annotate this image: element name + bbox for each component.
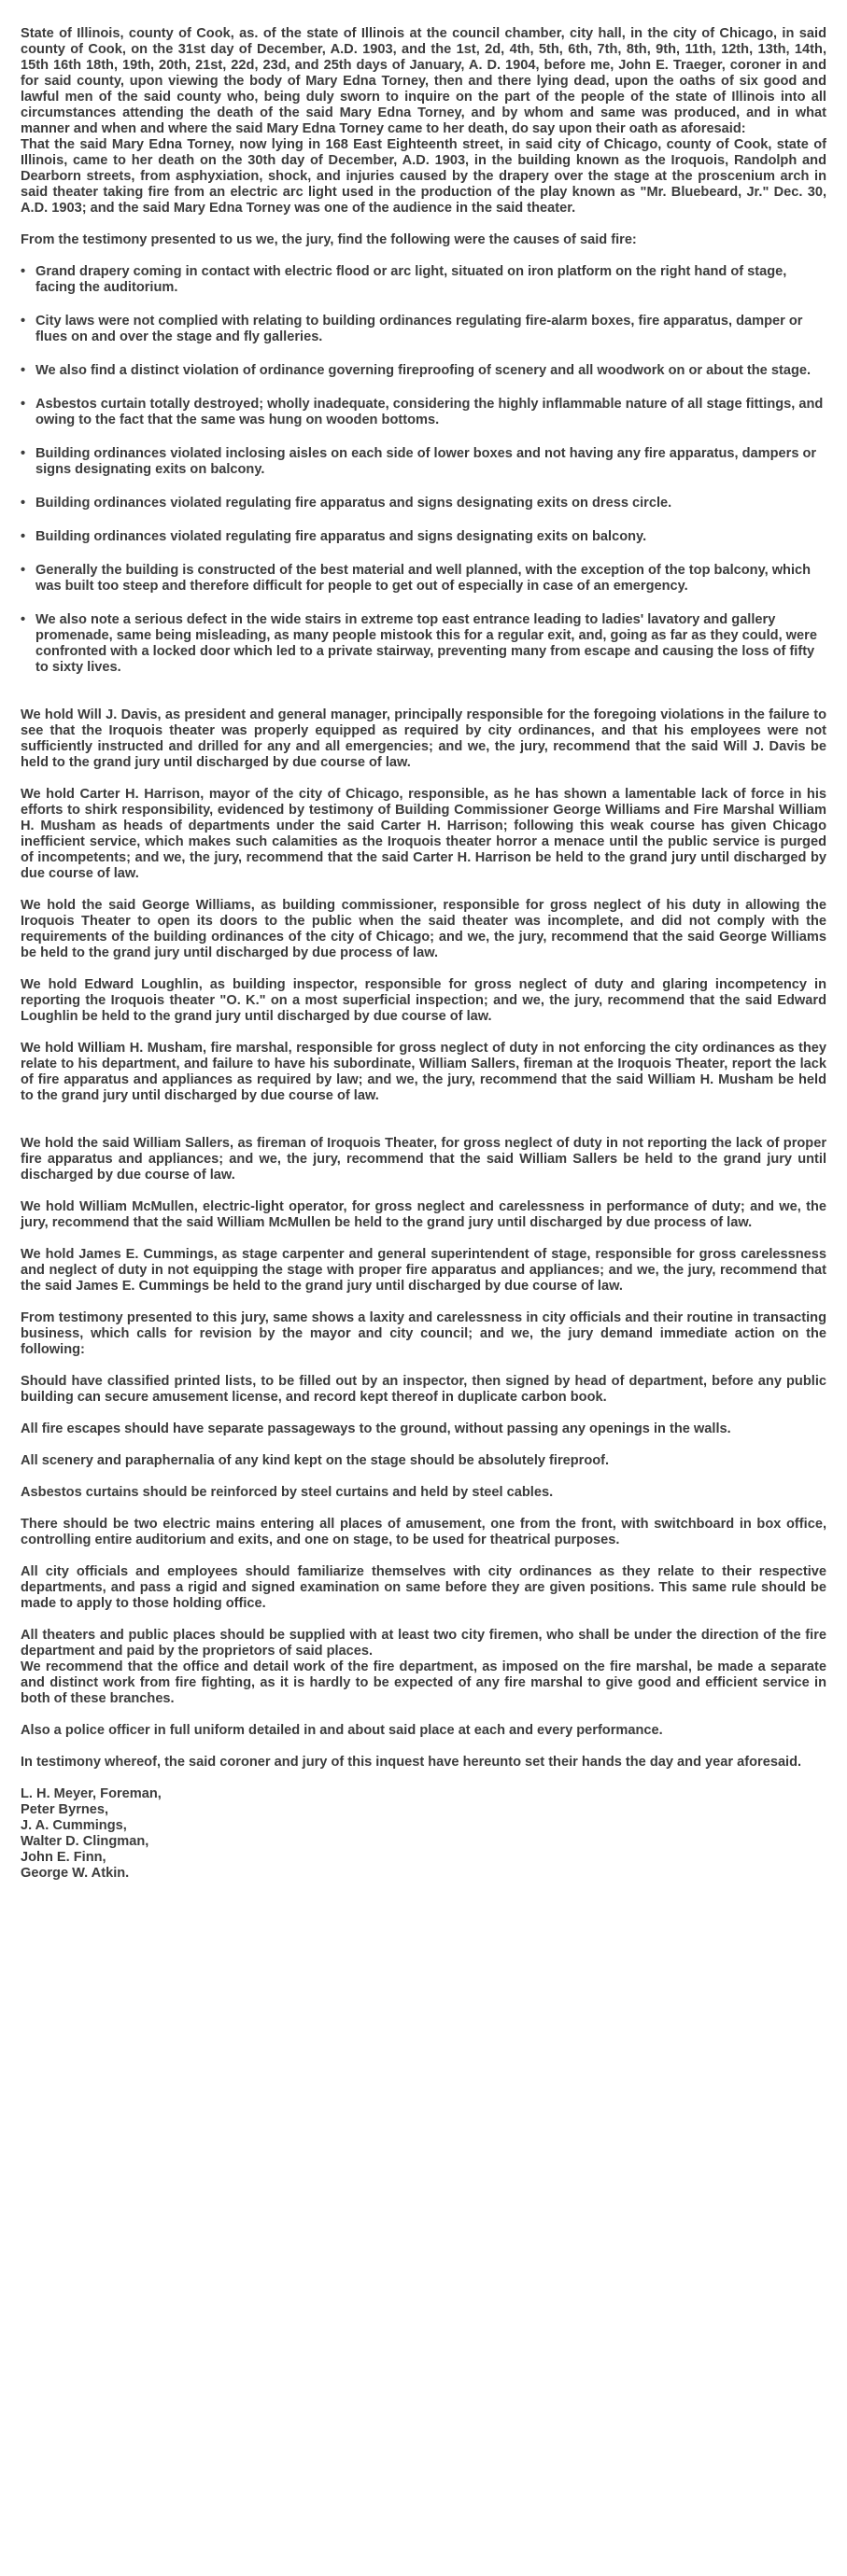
signature-line: John E. Finn,: [21, 1850, 106, 1865]
cause-item: • Building ordinances violated regulating fire apparatus and signs designating exits on dress circle.: [21, 496, 826, 511]
causes-intro: From the testimony presented to us we, the jury, find the following were the causes of said fire:: [21, 232, 637, 247]
signature-line: George W. Atkin.: [21, 1866, 130, 1881]
cause-item: • Grand drapery coming in contact with electric flood or arc light, situated on iron platform on the right hand of stage, facing the auditorium.: [21, 264, 826, 296]
responsibility-paragraph: We hold Edward Loughlin, as building inspector, responsible for gross neglect of duty and glaring incompetency in reporting the Iroquois theater "O. K." on a most superficial inspection; and we, the jury, recommend that the said Edward Loughlin be held to the grand jury until discharged by due course of law.: [21, 977, 826, 1024]
recommendation-paragraph: All fire escapes should have separate passageways to the ground, without passing any openings in the walls.: [21, 1421, 731, 1436]
cause-item: • Asbestos curtain totally destroyed; wholly inadequate, considering the highly inflammable nature of all stage fittings, and owing to the fact that the same was hung on wooden bottoms.: [21, 397, 826, 428]
responsibility-paragraph: We hold James E. Cummings, as stage carpenter and general superintendent of stage, responsible for gross carelessness and neglect of duty in not equipping the stage with proper fire apparatus and appliances; and we, the jury, recommend that the said James E. Cummings be held to the grand jury until discharged by due course of law.: [21, 1247, 826, 1294]
cause-item: • City laws were not complied with relating to building ordinances regulating fire-alarm boxes, fire apparatus, damper or flues on and over the stage and fly galleries.: [21, 314, 826, 345]
responsibility-paragraph: We hold William McMullen, electric-light operator, for gross neglect and carelessness in performance of duty; and we, the jury, recommend that the said William McMullen be held to the grand jury until discharged by due process of law.: [21, 1199, 826, 1230]
cause-item: • Building ordinances violated inclosing aisles on each side of lower boxes and not having any fire apparatus, dampers or signs designating exits on balcony.: [21, 446, 826, 478]
signature-line: Walter D. Clingman,: [21, 1834, 149, 1849]
responsibility-paragraph: We hold Carter H. Harrison, mayor of the city of Chicago, responsible, as he has shown a lamentable lack of force in his efforts to shirk responsibility, evidenced by testimony of Building Commissioner George Williams and Fire Marshal William H. Musham as heads of departments under the said Carter H. Harrison; following this weak course has given Chicago inefficient service, which makes such calamities as the Iroquois theater horror a menace until the public service is purged of incompetents; and we, the jury, recommend that the said Carter H. Harrison be held to the grand jury until discharged by due course of law.: [21, 787, 826, 881]
signature-line: J. A. Cummings,: [21, 1818, 127, 1833]
firemen-recommendation: All theaters and public places should be supplied with at least two city firemen, who shall be under the direction of the fire department and paid by the proprietors of said places.: [21, 1628, 826, 1659]
police-recommendation: Also a police officer in full uniform detailed in and about said place at each and every performance.: [21, 1723, 663, 1738]
recommendations-intro: From testimony presented to this jury, same shows a laxity and carelessness in city officials and their routine in transacting business, which calls for revision by the mayor and city council; and we, the jury demand immediate action on the following:: [21, 1310, 826, 1357]
preamble-paragraph: State of Illinois, county of Cook, as. of the state of Illinois at the council chamber, city hall, in the city of Chicago, in said county of Cook, on the 31st day of December, A.D. 1903, and the 1st, 2d, 4th, 5th, 6th, 7th, 8th, 9th, 11th, 12th, 13th, 14th, 15th 16th 18th, 19th, 20th, 21st, 22d, 23d, and 25th days of January, A. D. 1904, before me, John E. Traeger, coroner in and for said county, upon viewing the body of Mary Edna Torney, then and there lying dead, upon the oaths of six good and lawful men of the said county who, being duly sworn to inquire on the part of the people of the state of Illinois into all circumstances attending the death of the said Mary Edna Torney, and by whom and same was produced, and in what manner and when and where the said Mary Edna Torney came to her death, do say upon their oath as aforesaid:: [21, 26, 826, 136]
signature-line: Peter Byrnes,: [21, 1802, 109, 1817]
recommendation-paragraph: There should be two electric mains entering all places of amusement, one from the front, with switchboard in box office, controlling entire auditorium and exits, and one on stage, to be used for theatrical purposes.: [21, 1517, 826, 1547]
finding-of-death-paragraph: That the said Mary Edna Torney, now lying in 168 East Eighteenth street, in said city of Chicago, county of Cook, state of Illinois, came to her death on the 30th day of December, A.D. 1903, in the building known as the Iroquois, Randolph and Dearborn streets, from asphyxiation, shock, and injuries caused by the drapery over the stage at the proscenium arch in said theater taking fire from an electric arc light used in the production of the play known as "Mr. Bluebeard, Jr." Dec. 30, A.D. 1903; and the said Mary Edna Torney was one of the audience in the said theater.: [21, 137, 826, 216]
signature-block: [21, 1786, 826, 1882]
cause-item: • We also find a distinct violation of ordinance governing fireproofing of scenery and all woodwork on or about the stage.: [21, 363, 826, 379]
responsibility-paragraph: We hold Will J. Davis, as president and general manager, principally responsible for the foregoing violations in the failure to see that the Iroquois theater was properly equipped as required by city ordinances, and that his employees were not sufficiently instructed and drilled for any and all emergencies; and we, the jury, recommend that the said Will J. Davis be held to the grand jury until discharged by due course of law.: [21, 707, 826, 770]
recommendation-paragraph: Asbestos curtains should be reinforced by steel curtains and held by steel cables.: [21, 1485, 554, 1500]
responsibility-paragraph: We hold William H. Musham, fire marshal, responsible for gross neglect of duty in not enforcing the city ordinances as they relate to his department, and failure to have his subordinate, William Sallers, fireman at the Iroquois Theater, report the lack of fire apparatus and appliances as required by law; and we, the jury, recommend that the said William H. Musham be held to the grand jury until discharged by due course of law.: [21, 1041, 826, 1103]
testimonium-paragraph: In testimony whereof, the said coroner and jury of this inquest have hereunto set their hands the day and year aforesaid.: [21, 1755, 802, 1770]
recommendation-paragraph: All city officials and employees should familiarize themselves with city ordinances as they relate to their respective departments, and pass a rigid and signed examination on same before they are given positions. This same rule should be made to apply to those holding office.: [21, 1564, 826, 1611]
verdict-document: [21, 26, 826, 1882]
recommendation-paragraph: All scenery and paraphernalia of any kind kept on the stage should be absolutely fireproof.: [21, 1453, 610, 1468]
signature-line: L. H. Meyer, Foreman,: [21, 1786, 162, 1801]
cause-item: • Generally the building is constructed of the best material and well planned, with the exception of the top balcony, which was built too steep and therefore difficult for people to get out of especially in case of an emergency.: [21, 563, 826, 595]
fire-marshal-recommendation: We recommend that the office and detail work of the fire department, as imposed on the fire marshal, be made a separate and distinct work from fire fighting, as it is hardly to be expected of any fire marshal to give good and efficient service in both of these branches.: [21, 1659, 826, 1706]
causes-list: [21, 264, 826, 676]
cause-item: • Building ordinances violated regulating fire apparatus and signs designating exits on balcony.: [21, 529, 826, 545]
responsibility-paragraph: We hold the said William Sallers, as fireman of Iroquois Theater, for gross neglect of duty in not reporting the lack of proper fire apparatus and appliances; and we, the jury, recommend that the said William Sallers be held to the grand jury until discharged by due course of law.: [21, 1136, 826, 1183]
cause-item: • We also note a serious defect in the wide stairs in extreme top east entrance leading to ladies' lavatory and gallery promenade, same being misleading, as many people mistook this for a regular exit, and, going as far as they could, were confronted with a locked door which led to a private stairway, preventing many from escape and causing the loss of fifty to sixty lives.: [21, 612, 826, 676]
responsibility-paragraph: We hold the said George Williams, as building commissioner, responsible for gross neglect of his duty in allowing the Iroquois Theater to open its doors to the public when the said theater was incomplete, and did not comply with the requirements of the building ordinances of the city of Chicago; and we, the jury, recommend that the said George Williams be held to the grand jury until discharged by due process of law.: [21, 898, 826, 960]
recommendation-paragraph: Should have classified printed lists, to be filled out by an inspector, then signed by head of department, before any public building can secure amusement license, and record kept thereof in duplicate carbon book.: [21, 1374, 826, 1405]
